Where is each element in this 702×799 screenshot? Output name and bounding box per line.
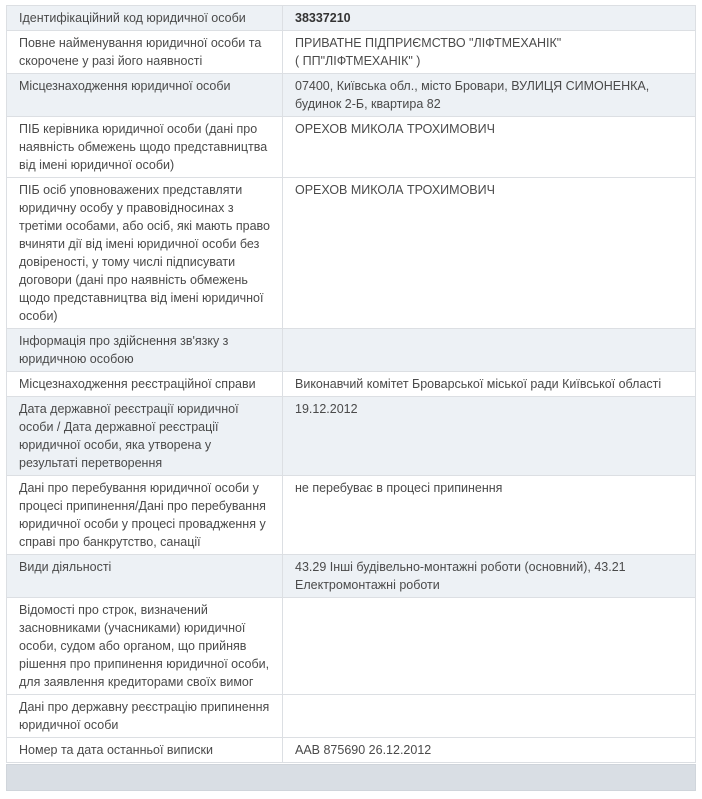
row-value-full-name: ПРИВАТНЕ ПІДПРИЄМСТВО "ЛІФТМЕХАНІК" ( ПП"ЛІФТМЕХАНІК" ): [283, 31, 696, 74]
row-value-creditor-deadline: [283, 598, 696, 695]
row-label-authorized-persons: ПІБ осіб уповноважених представляти юридичну особу у правовідносинах з третіми особами, або осіб, які мають право вчиняти дії від імені юридичної особи без довіреності, у тому числі підписувати договори (дані про наявність обмежень щодо представництва від імені юридичної особи): [7, 178, 283, 329]
row-value-authorized-persons: ОРЕХОВ МИКОЛА ТРОХИМОВИЧ: [283, 178, 696, 329]
row-value-registration-case: Виконавчий комітет Броварської міської ради Київської області: [283, 372, 696, 397]
row-label-contact-info: Інформація про здійснення зв'язку з юридичною особою: [7, 329, 283, 372]
table-row: [7, 476, 696, 555]
row-value-termination-status: не перебуває в процесі припинення: [283, 476, 696, 555]
row-label-registration-case: Місцезнаходження реєстраційної справи: [7, 372, 283, 397]
row-label-termination-registration: Дані про державну реєстрацію припинення юридичної особи: [7, 695, 283, 738]
row-value-registration-date: 19.12.2012: [283, 397, 696, 476]
row-label-id-code: Ідентифікаційний код юридичної особи: [7, 6, 283, 31]
table-row: [7, 329, 696, 372]
table-row: [7, 397, 696, 476]
table-row: [7, 695, 696, 738]
row-value-contact-info: [283, 329, 696, 372]
row-label-full-name: Повне найменування юридичної особи та скорочене у разі його наявності: [7, 31, 283, 74]
row-value-termination-registration: [283, 695, 696, 738]
registry-record: [6, 5, 696, 763]
table-row: [7, 555, 696, 598]
registry-table: [6, 5, 696, 763]
table-row: [7, 738, 696, 763]
row-label-termination-status: Дані про перебування юридичної особи у процесі припинення/Дані про перебування юридичної особи у процесі провадження у справі про банкрутство, санації: [7, 476, 283, 555]
row-label-location: Місцезнаходження юридичної особи: [7, 74, 283, 117]
table-row: [7, 117, 696, 178]
row-value-location: 07400, Київська обл., місто Бровари, ВУЛИЦЯ СИМОНЕНКА, будинок 2-Б, квартира 82: [283, 74, 696, 117]
row-label-director: ПІБ керівника юридичної особи (дані про наявність обмежень щодо представництва від імені юридичної особи): [7, 117, 283, 178]
table-row: [7, 74, 696, 117]
row-label-last-extract: Номер та дата останньої виписки: [7, 738, 283, 763]
row-value-director: ОРЕХОВ МИКОЛА ТРОХИМОВИЧ: [283, 117, 696, 178]
row-label-creditor-deadline: Відомості про строк, визначений засновниками (учасниками) юридичної особи, судом або органом, що прийняв рішення про припинення юридичної особи, для заявлення кредиторами своїх вимог: [7, 598, 283, 695]
table-row: [7, 31, 696, 74]
table-footer-bar: [6, 764, 696, 791]
table-row: [7, 372, 696, 397]
table-row: [7, 6, 696, 31]
row-label-activities: Види діяльності: [7, 555, 283, 598]
row-value-last-extract: ААВ 875690 26.12.2012: [283, 738, 696, 763]
table-row: [7, 178, 696, 329]
table-row: [7, 598, 696, 695]
row-label-registration-date: Дата державної реєстрації юридичної особи / Дата державної реєстрації юридичної особи, яка утворена у результаті перетворення: [7, 397, 283, 476]
row-value-id-code: 38337210: [283, 6, 696, 31]
row-value-activities: 43.29 Інші будівельно-монтажні роботи (основний), 43.21 Електромонтажні роботи: [283, 555, 696, 598]
